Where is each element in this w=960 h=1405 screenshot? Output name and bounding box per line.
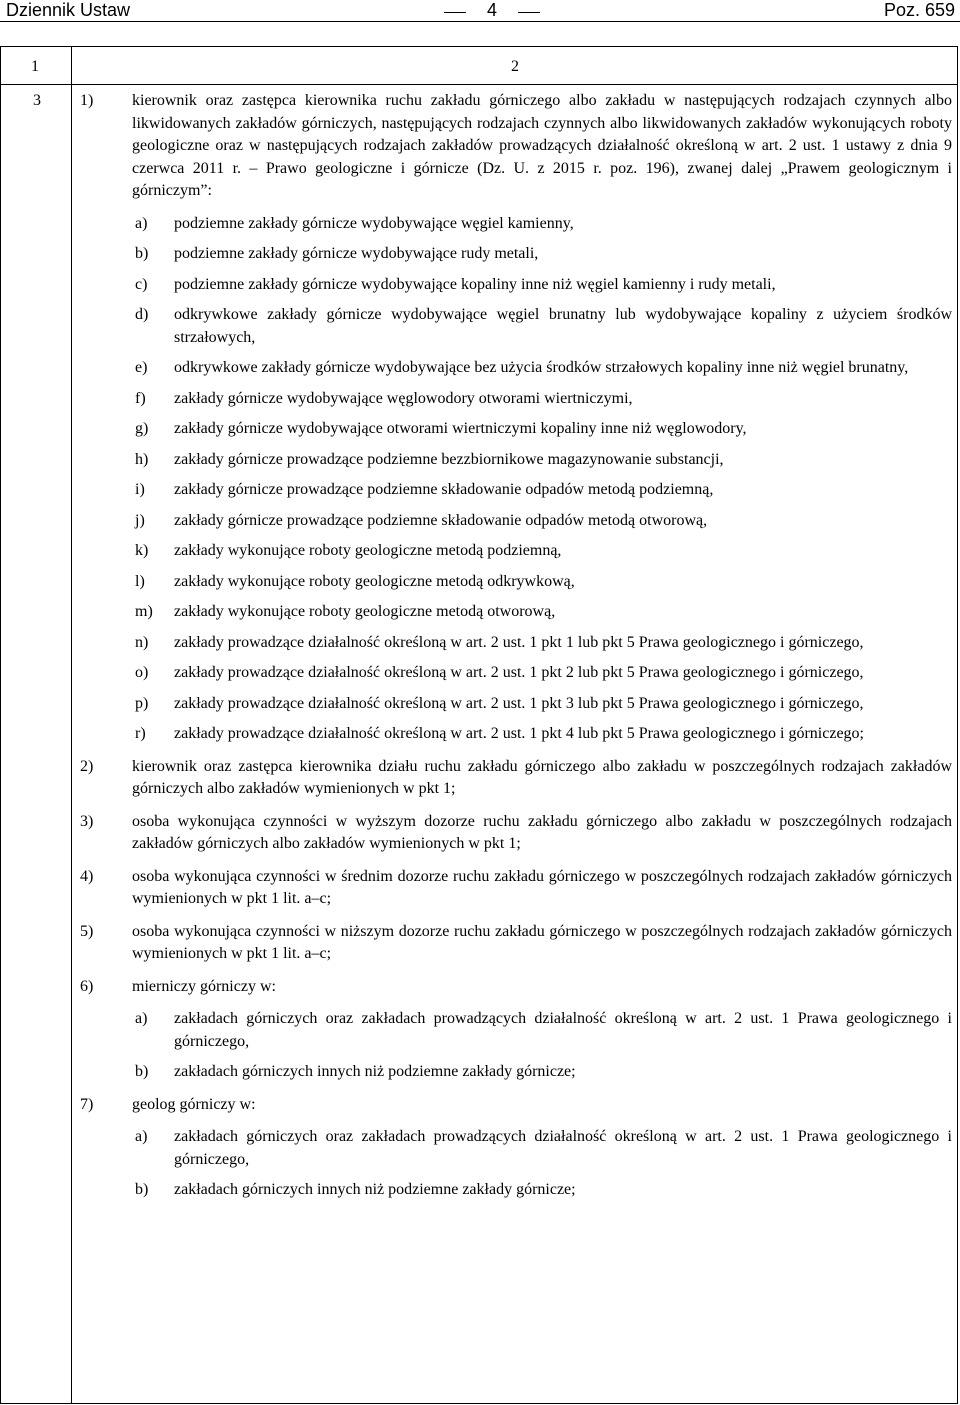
item-label: a) (135, 214, 148, 232)
point-number: 4) (80, 867, 94, 885)
point-6-sub-b (80, 1061, 952, 1084)
point-text: kierownik oraz zastępca kierownika działu ruchu zakładu górniczego albo zakładu w poszczególnych rodzajach zakładów górniczych albo zakładów wymienionych w pkt 1; (132, 757, 952, 797)
column-header-1: 1 (31, 58, 39, 75)
point-text: osoba wykonująca czynności w średnim dozorze ruchu zakładu górniczego w poszczególnych rodzajach zakładów górniczych wymienionych w pkt 1 lit. a–c; (132, 867, 952, 907)
position-number: Poz. 659 (883, 0, 955, 20)
point-1 (80, 90, 952, 203)
item-text: zakłady wykonujące roboty geologiczne metodą otworową, (174, 603, 556, 620)
item-text: zakłady prowadzące działalność określoną w art. 2 ust. 1 pkt 4 lub pkt 5 Prawa geologicznego i górniczego; (174, 725, 864, 742)
item-label: i) (135, 481, 145, 498)
item-text: podziemne zakłady górnicze wydobywające kopaliny inne niż węgiel kamienny i rudy metali, (174, 275, 776, 293)
point-text: kierownik oraz zastępca kierownika ruchu zakładu górniczego albo zakładu w następujących rodzajach czynnych albo likwidowanych zakładów górniczych, następujących rodzajach czynnych albo likwidowanych zakładów wykonujących roboty geologiczne oraz w następujących rodzajach zakładów prowadzących działalność określoną w art. 2 ust. 1 ustawy z dnia 9 czerwca 2011 r. – Prawo geologiczne i górnicze (Dz. U. z 2015 r. poz. 196), zwanej dalej „Prawem geologicznym i górniczym”: (132, 92, 952, 199)
item-text: zakłady wykonujące roboty geologiczne metodą odkrywkową, (174, 572, 575, 590)
list-item (80, 662, 952, 685)
list-item (80, 274, 952, 297)
item-text: zakłady górnicze prowadzące podziemne składowanie odpadów metodą podziemną, (174, 481, 714, 498)
item-text: podziemne zakłady górnicze wydobywające węgiel kamienny, (174, 214, 574, 232)
item-label: m) (135, 603, 153, 620)
page-number: 4 (462, 0, 522, 20)
list-item (80, 601, 952, 624)
point-number: 6) (80, 977, 94, 995)
list-item (80, 418, 952, 441)
item-text: zakładach górniczych oraz zakładach prowadzących działalność określoną w art. 2 ust. 1 Prawa geologicznego i górniczego, (174, 1128, 952, 1168)
page-header (0, 0, 960, 22)
item-text: zakładach górniczych innych niż podziemne zakłady górnicze; (174, 1181, 576, 1198)
list-item (80, 510, 952, 533)
point-number: 5) (80, 922, 94, 940)
list-item (80, 213, 952, 236)
point-7-sub-b (80, 1179, 952, 1202)
item-label: e) (135, 359, 148, 376)
item-label: d) (135, 306, 149, 323)
point-number: 2) (80, 757, 94, 775)
item-text: zakłady prowadzące działalność określoną w art. 2 ust. 1 pkt 1 lub pkt 5 Prawa geologicznego i górniczego, (174, 633, 864, 651)
item-text: zakłady prowadzące działalność określoną w art. 2 ust. 1 pkt 2 lub pkt 5 Prawa geologicznego i górniczego, (174, 664, 864, 681)
item-label: h) (135, 450, 149, 468)
journal-title: Dziennik Ustaw (6, 0, 131, 20)
item-text: zakłady górnicze prowadzące podziemne bezzbiornikowe magazynowanie substancji, (174, 450, 724, 468)
item-label: a) (135, 1010, 148, 1027)
item-text: zakładach górniczych oraz zakładach prowadzących działalność określoną w art. 2 ust. 1 Prawa geologicznego i górniczego, (174, 1010, 952, 1050)
item-label: o) (135, 664, 149, 681)
row-number: 3 (33, 92, 41, 109)
point-number: 1) (80, 92, 94, 109)
point-6 (80, 976, 952, 999)
point-1-items (80, 213, 952, 746)
item-text: odkrywkowe zakłady górnicze wydobywające bez użycia środków strzałowych kopaliny inne niż węgiel brunatny, (174, 359, 909, 376)
list-item (80, 479, 952, 502)
point-text: osoba wykonująca czynności w niższym dozorze ruchu zakładu górniczego w poszczególnych rodzajach zakładów górniczych wymienionych w pkt 1 lit. a–c; (132, 922, 952, 962)
list-item (80, 540, 952, 563)
list-item (80, 723, 952, 746)
point-text: osoba wykonująca czynności w wyższym dozorze ruchu zakładu górniczego albo zakładu w poszczególnych rodzajach zakładów górniczych albo zakładów wymienionych w pkt 1; (132, 812, 952, 852)
list-item (80, 243, 952, 266)
column-header-2: 2 (511, 58, 519, 75)
item-label: p) (135, 694, 149, 712)
list-item (80, 388, 952, 411)
item-label: k) (135, 542, 149, 559)
item-text: zakłady prowadzące działalność określoną w art. 2 ust. 1 pkt 3 lub pkt 5 Prawa geologicznego i górniczego, (174, 694, 864, 712)
item-text: zakłady górnicze prowadzące podziemne składowanie odpadów metodą otworową, (174, 511, 708, 529)
item-text: zakłady górnicze wydobywające węglowodory otworami wiertniczymi, (174, 389, 633, 407)
item-label: b) (135, 1063, 149, 1080)
item-label: g) (135, 420, 149, 437)
header-row-divider (1, 84, 957, 85)
item-label: b) (135, 1181, 149, 1198)
item-text: odkrywkowe zakłady górnicze wydobywające węgiel brunatny lub wydobywające kopaliny z użyciem środków strzałowych, (174, 306, 952, 346)
item-label: c) (135, 275, 148, 293)
point-7-sub-a (80, 1126, 952, 1171)
table-content (80, 90, 952, 1202)
item-label: l) (135, 572, 145, 590)
item-label: r) (135, 725, 146, 742)
list-item (80, 693, 952, 716)
item-text: zakłady wykonujące roboty geologiczne metodą podziemną, (174, 542, 562, 559)
point-5 (80, 921, 952, 966)
point-2 (80, 756, 952, 801)
point-text: geolog górniczy w: (132, 1095, 256, 1113)
point-text: mierniczy górniczy w: (132, 977, 276, 995)
item-label: a) (135, 1128, 148, 1145)
point-number: 7) (80, 1095, 94, 1113)
item-text: zakładach górniczych innych niż podziemne zakłady górnicze; (174, 1063, 576, 1080)
list-item (80, 357, 952, 380)
item-text: zakłady górnicze wydobywające otworami wiertniczymi kopaliny inne niż węglowodory, (174, 420, 747, 437)
list-item (80, 632, 952, 655)
item-label: b) (135, 245, 149, 262)
item-text: podziemne zakłady górnicze wydobywające rudy metali, (174, 245, 539, 262)
column-divider (71, 47, 72, 1403)
list-item (80, 304, 952, 349)
point-3 (80, 811, 952, 856)
list-item (80, 571, 952, 594)
point-6-sub-a (80, 1008, 952, 1053)
item-label: f) (135, 389, 146, 407)
item-label: j) (135, 511, 145, 529)
point-number: 3) (80, 812, 94, 830)
list-item (80, 449, 952, 472)
item-label: n) (135, 633, 149, 651)
point-4 (80, 866, 952, 911)
point-7 (80, 1094, 952, 1117)
